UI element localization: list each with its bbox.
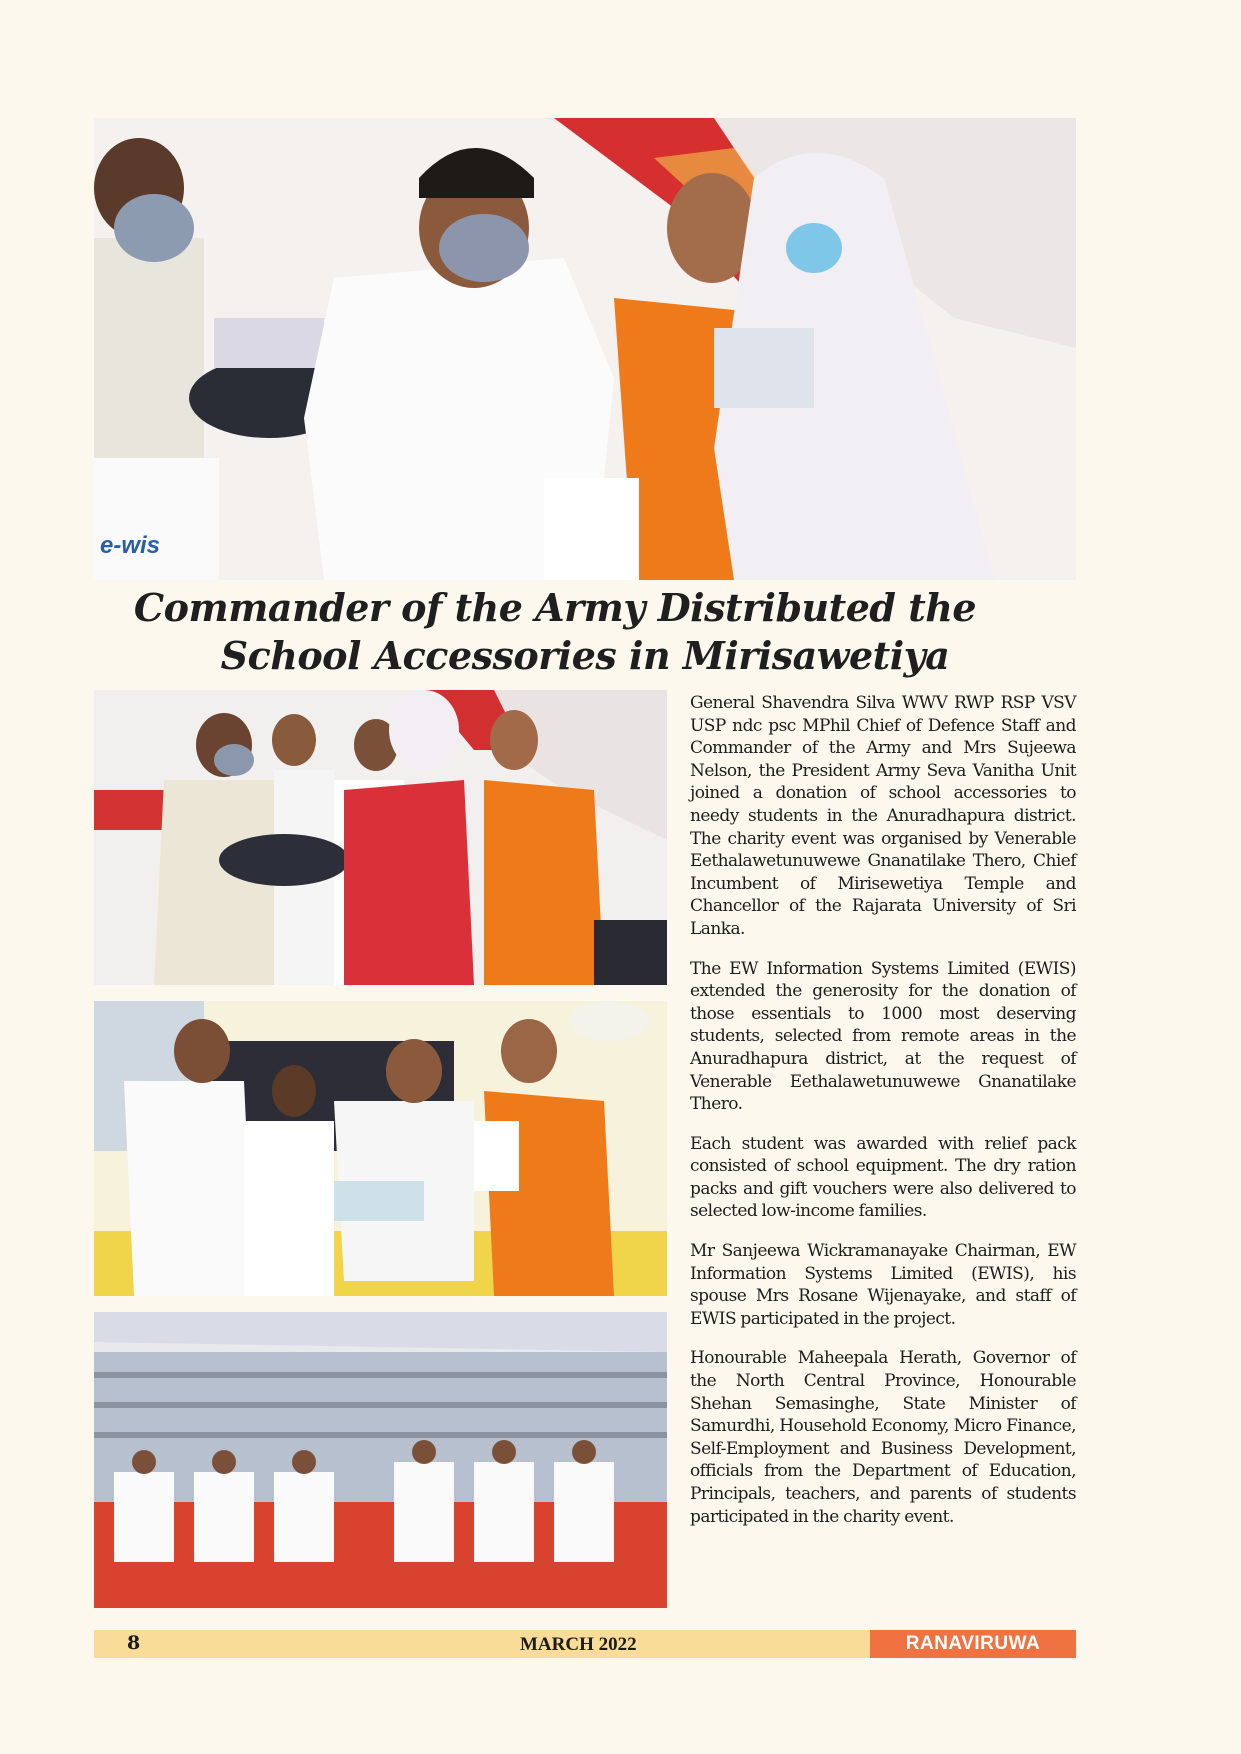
hero-photo bbox=[94, 118, 1076, 580]
photo-dignitaries-with-student bbox=[94, 1001, 667, 1296]
page-number: 8 bbox=[127, 1632, 141, 1654]
photo-gathering-audience bbox=[94, 1312, 667, 1608]
article-paragraph: The EW Information Systems Limited (EWIS) extended the generosity for the donation of those essentials to 1000 most deserving students, selected from remote areas in the Anuradhapura district, at the request of Venerable Eethalawetunuwewe Gnanatilake Thero. bbox=[690, 958, 1076, 1115]
article-body bbox=[690, 692, 1076, 1545]
article-title bbox=[94, 584, 1076, 680]
magazine-brand: RANAVIRUWA bbox=[870, 1630, 1076, 1658]
article-title-line-1: Commander of the Army Distributed the bbox=[133, 585, 977, 630]
article-paragraph: Honourable Maheepala Herath, Governor of the North Central Province, Honourable Shehan Semasinghe, State Minister of Samurdhi, Household Economy, Micro Finance, Self-Employment and Business Development, officials from the Department of Education, Principals, teachers, and parents of students participated in the charity event. bbox=[690, 1348, 1076, 1527]
article-paragraph: Mr Sanjeewa Wickramanayake Chairman, EW Information Systems Limited (EWIS), his spouse Mrs Rosane Wijenayake, and staff of EWIS participated in the project. bbox=[690, 1241, 1076, 1329]
article-paragraph: General Shavendra Silva WWV RWP RSP VSV USP ndc psc MPhil Chief of Defence Staff and Commander of the Army and Mrs Sujeewa Nelson, the President Army Seva Vanitha Unit joined a donation of school accessories to needy students in the Anuradhapura district. The charity event was organised by Venerable Eethalawetunuwewe Gnanatilake Thero, Chief Incumbent of Mirisewetiya Temple and Chancellor of the Rajarata University of Sri Lanka. bbox=[690, 693, 1076, 939]
bag-logo: e-wis bbox=[100, 532, 161, 559]
issue-date: MARCH 2022 bbox=[520, 1634, 637, 1655]
photo-donation-handover bbox=[94, 690, 667, 985]
article-paragraph: Each student was awarded with relief pack consisted of school equipment. The dry ration packs and gift vouchers were also delivered to selected low-income families. bbox=[690, 1133, 1076, 1222]
page-footer bbox=[94, 1630, 1076, 1658]
article-title-line-2: School Accessories in Mirisawetiya bbox=[220, 633, 950, 678]
